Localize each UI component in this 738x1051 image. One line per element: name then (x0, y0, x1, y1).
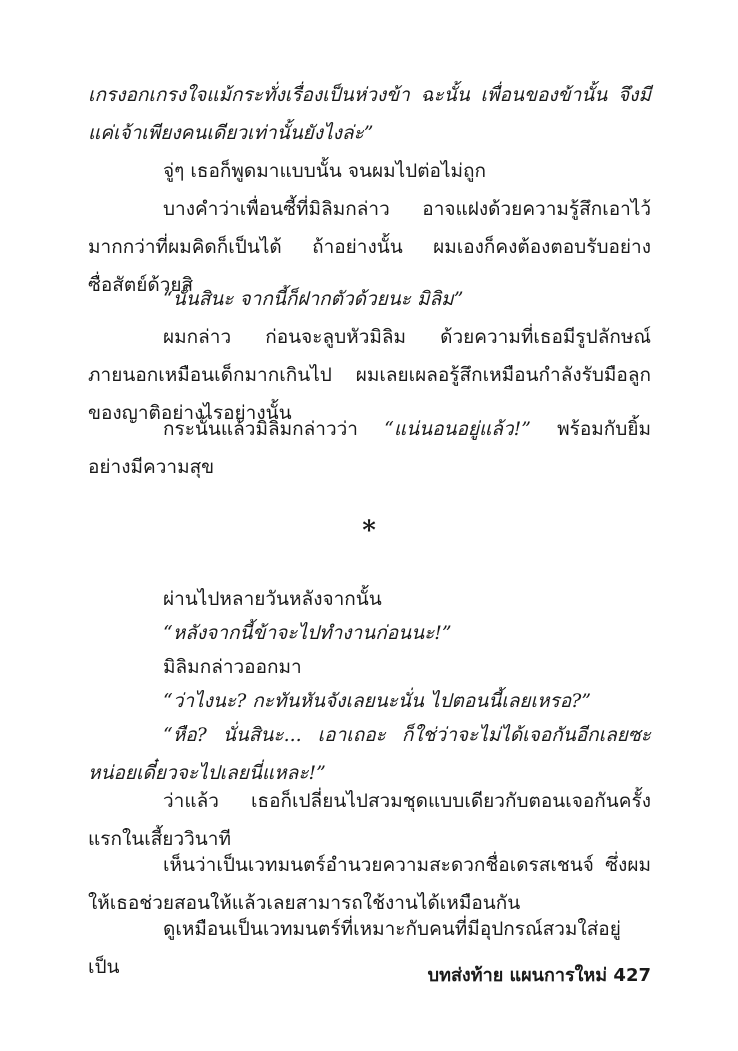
paragraph-4: “นั่นสินะ จากนี้ก็ฝากตัวด้วยนะ มิลิม” (163, 288, 464, 310)
paragraph-6-pre: กระนั้นแล้วมิลิมกล่าวว่า (163, 418, 385, 440)
section-separator: * (362, 516, 376, 546)
paragraph-2: จู่ๆ เธอก็พูดมาแบบนั้น จนผมไปต่อไม่ถูก (163, 160, 487, 182)
paragraph-13: เห็นว่าเป็นเวทมนตร์อำนวยความสะดวกชื่อเดรสเชนจ์ ซึ่งผมให้เธอช่วยสอนให้แล้วเลยสามารถใช้งานได้เหมือนกัน (88, 854, 651, 914)
paragraph-5: ผมกล่าว ก่อนจะลูบหัวมิลิม ด้วยความที่เธอมีรูปลักษณ์ภายนอกเหมือนเด็กมากเกินไป ผมเลยเผลอรู้สึกเหมือนกำลังรับมือลูกของญาติอย่างไรอย่างนั้น (88, 326, 651, 424)
page-footer: บทส่งท้าย แผนการใหม่ 427 (427, 965, 651, 986)
paragraph-6 (88, 410, 651, 486)
paragraph-1: เกรงอกเกรงใจแม้กระทั่งเรื่องเป็นห่วงข้า ฉะนั้น เพื่อนของข้านั้น จึงมีแค่เจ้าเพียงคนเดียวเท่านั้นยังไงล่ะ” (88, 84, 651, 144)
paragraph-8: “หลังจากนี้ข้าจะไปทำงานก่อนนะ!” (163, 622, 452, 644)
paragraph-14: ดูเหมือนเป็นเวทมนตร์ที่เหมาะกับคนที่มีอุปกรณ์สวมใส่อยู่เป็น (88, 918, 621, 978)
paragraph-9: มิลิมกล่าวออกมา (163, 656, 302, 678)
paragraph-10: “ว่าไงนะ? กะทันหันจังเลยนะนั่น ไปตอนนี้เลยเหรอ?” (163, 690, 592, 712)
paragraph-11: “หือ? นั่นสินะ... เอาเถอะ ก็ใช่ว่าจะไม่ได้เจอกันอีกเลยซะหน่อยเดี๋ยวจะไปเลยนี่แหละ!” (88, 724, 651, 784)
paragraph-12: ว่าแล้ว เธอก็เปลี่ยนไปสวมชุดแบบเดียวกับตอนเจอกันครั้งแรกในเสี้ยววินาที (88, 790, 651, 850)
paragraph-3: บางคำว่าเพื่อนซี้ที่มิลิมกล่าว อาจแฝงด้วยความรู้สึกเอาไว้มากกว่าที่ผมคิดก็เป็นได้ ถ้าอย่างนั้น ผมเองก็คงต้องตอบรับอย่างซื่อสัตย์ด้วยสิ (88, 198, 651, 296)
paragraph-7: ผ่านไปหลายวันหลังจากนั้น (163, 588, 382, 610)
paragraph-6-post: พร้อมกับยิ้มอย่างมีความสุข (88, 418, 651, 478)
paragraph-6-quote: “แน่นอนอยู่แล้ว!” (384, 418, 531, 440)
